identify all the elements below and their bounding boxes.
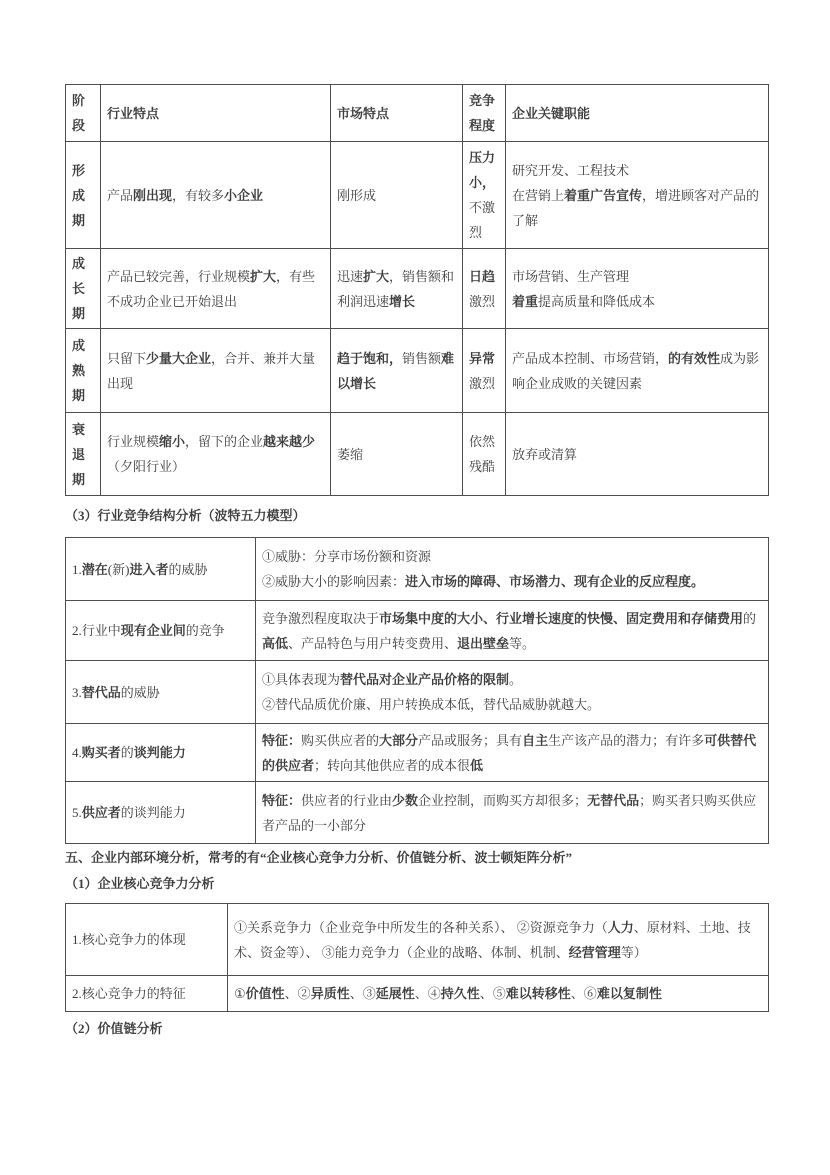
stage-cell: 形成期 <box>66 142 101 249</box>
force-label-cell: 1.潜在(新)进入者的威胁 <box>66 538 256 601</box>
competition-cell: 日趋激烈 <box>463 249 506 329</box>
competition-cell: 异常激烈 <box>463 329 506 413</box>
market-cell: 萎缩 <box>331 413 463 496</box>
heading-five-forces-analysis: （3）行业竞争结构分析（波特五力模型） <box>65 508 306 523</box>
header-key-functions: 企业关键职能 <box>506 85 769 142</box>
table-row-growth <box>66 249 769 329</box>
table-row-maturity <box>66 329 769 413</box>
functions-cell: 产品成本控制、市场营销，的有效性成为影响企业成败的关键因素 <box>506 329 769 413</box>
table-row-existing-rivalry <box>66 601 769 661</box>
stage-cell: 衰退期 <box>66 413 101 496</box>
market-cell: 刚形成 <box>331 142 463 249</box>
lifecycle-header-row <box>66 85 769 142</box>
industry-cell: 产品已较完善，行业规模扩大，有些不成功企业已开始退出 <box>101 249 331 329</box>
core-competence-table <box>65 903 769 1012</box>
table-row-decline <box>66 413 769 496</box>
stage-cell: 成熟期 <box>66 329 101 413</box>
five-forces-table <box>65 537 769 844</box>
core-content-cell: ①价值性、②异质性、③延展性、④持久性、⑤难以转移性、⑥难以复制性 <box>228 976 769 1012</box>
force-content-cell: ①具体表现为替代品对企业产品价格的限制。 ②替代品质优价廉、用户转换成本低，替代品威胁就越大。 <box>256 661 769 724</box>
industry-lifecycle-table <box>65 84 769 496</box>
competition-cell: 依然残酷 <box>463 413 506 496</box>
header-market-traits: 市场特点 <box>331 85 463 142</box>
table-row-supplier-power <box>66 782 769 844</box>
market-cell: 趋于饱和，销售额难以增长 <box>331 329 463 413</box>
force-label-cell: 4.购买者的谈判能力 <box>66 724 256 782</box>
core-content-cell: ①关系竞争力（企业竞争中所发生的各种关系）、 ②资源竞争力（人力、原材料、土地、技术、资金等）、 ③能力竞争力（企业的战略、体制、机制、经营管理等） <box>228 904 769 976</box>
header-stage: 阶段 <box>66 85 101 142</box>
force-label-cell: 2.行业中现有企业间的竞争 <box>66 601 256 661</box>
industry-cell: 只留下少量大企业，合并、兼并大量出现 <box>101 329 331 413</box>
stage-cell: 成长期 <box>66 249 101 329</box>
core-label-cell: 1.核心竞争力的体现 <box>66 904 228 976</box>
table-row-buyer-power <box>66 724 769 782</box>
header-competition-degree: 竞争程度 <box>463 85 506 142</box>
force-label-cell: 3.替代品的威胁 <box>66 661 256 724</box>
industry-cell: 行业规模缩小，留下的企业越来越少（夕阳行业） <box>101 413 331 496</box>
force-content-cell: 特征：购买供应者的大部分产品或服务；具有自主生产该产品的潜力；有许多可供替代的供应者；转向其他供应者的成本很低 <box>256 724 769 782</box>
functions-cell: 研究开发、工程技术 在营销上着重广告宣传，增进顾客对产品的了解 <box>506 142 769 249</box>
functions-cell: 市场营销、生产管理 着重提高质量和降低成本 <box>506 249 769 329</box>
table-row-formation <box>66 142 769 249</box>
table-row-substitutes <box>66 661 769 724</box>
core-label-cell: 2.核心竞争力的特征 <box>66 976 228 1012</box>
table-row-new-entrants <box>66 538 769 601</box>
market-cell: 迅速扩大，销售额和利润迅速增长 <box>331 249 463 329</box>
competition-cell: 压力小，不激烈 <box>463 142 506 249</box>
heading-internal-environment: 五、企业内部环境分析，常考的有“企业核心竞争力分析、价值链分析、波士顿矩阵分析” <box>65 850 573 865</box>
heading-core-competence: （1）企业核心竞争力分析 <box>65 876 215 891</box>
industry-cell: 产品刚出现，有较多小企业 <box>101 142 331 249</box>
force-content-cell: ①威胁：分享市场份额和资源 ②威胁大小的影响因素：进入市场的障碍、市场潜力、现有企业的反应程度。 <box>256 538 769 601</box>
force-content-cell: 特征：供应者的行业由少数企业控制，而购买方却很多；无替代品；购买者只购买供应者产品的一小部分 <box>256 782 769 844</box>
force-label-cell: 5.供应者的谈判能力 <box>66 782 256 844</box>
force-content-cell: 竞争激烈程度取决于市场集中度的大小、行业增长速度的快慢、固定费用和存储费用的高低、产品特色与用户转变费用、退出壁垒等。 <box>256 601 769 661</box>
table-row-core-features <box>66 976 769 1012</box>
functions-cell: 放弃或清算 <box>506 413 769 496</box>
header-industry-traits: 行业特点 <box>101 85 331 142</box>
heading-value-chain-analysis: （2）价值链分析 <box>65 1021 163 1036</box>
table-row-core-manifestation <box>66 904 769 976</box>
